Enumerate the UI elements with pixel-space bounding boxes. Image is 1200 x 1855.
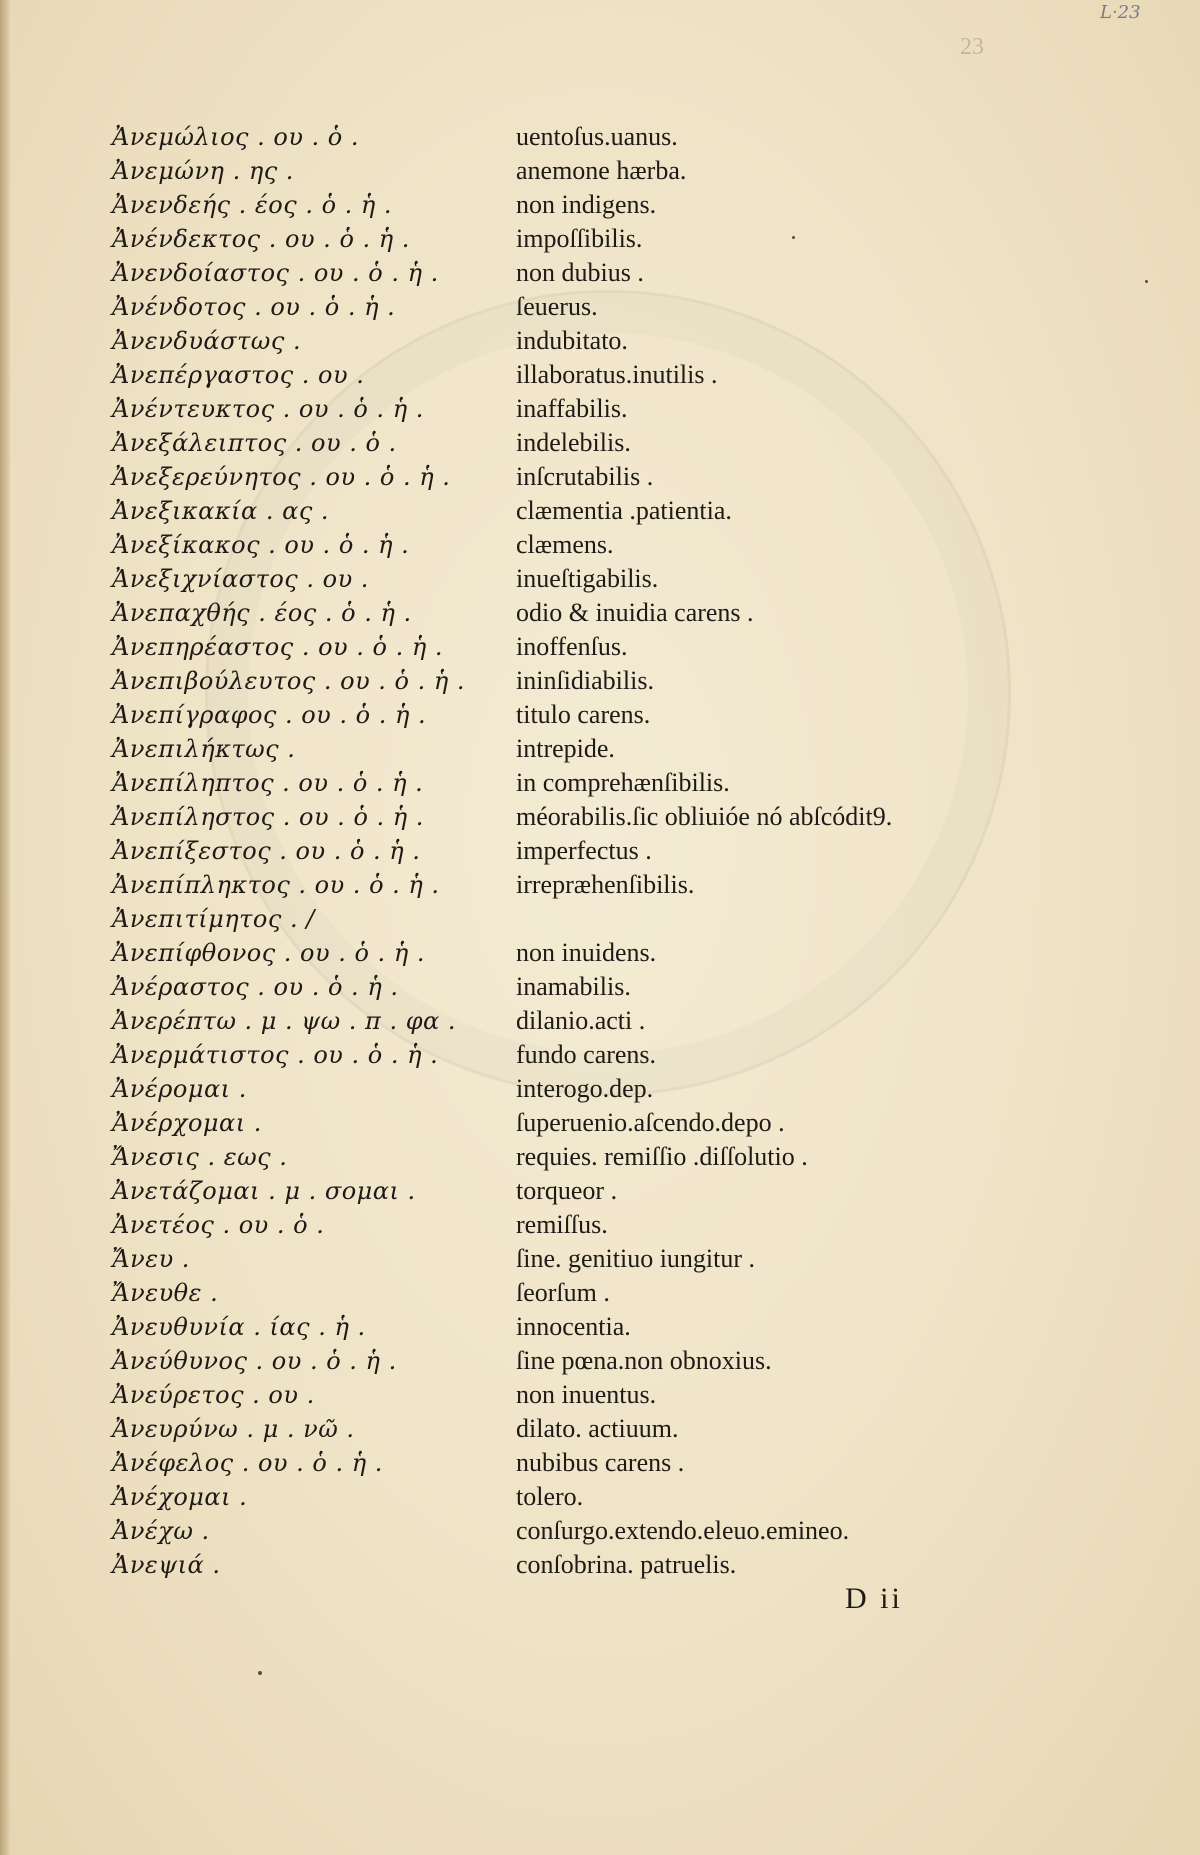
lexicon-entry: [112, 596, 1112, 630]
ink-speck: [1145, 280, 1148, 283]
lexicon-entry: [112, 1480, 1112, 1514]
greek-headword: Ἀνεπαχθής . έος . ὁ . ἡ .: [112, 599, 412, 627]
ink-speck: [792, 236, 795, 239]
latin-gloss: inamabilis.: [516, 972, 631, 1001]
greek-headword: Ἀνεξικακία . ας .: [112, 497, 330, 525]
latin-gloss: requies. remiſſio .diſſolutio .: [516, 1142, 808, 1171]
lexicon-entry: [112, 1378, 1112, 1412]
lexicon-entry: [112, 1344, 1112, 1378]
lexicon-entry: [112, 1276, 1112, 1310]
greek-headword: Ἀνευθυνία . ίας . ἡ .: [112, 1313, 366, 1341]
folio-number-stamp: 23: [960, 34, 984, 60]
greek-headword: Ἀνεμώνη . ης .: [112, 157, 294, 185]
latin-gloss: ſuperuenio.aſcendo.depo .: [516, 1108, 785, 1137]
lexicon-entry: [112, 902, 1112, 936]
greek-headword: Ἀνενδεής . έος . ὁ . ἡ .: [112, 191, 393, 219]
greek-headword: Ἀνερέπτω . μ . ψω . π . φα .: [112, 1007, 456, 1035]
page-edge-shadow: [0, 0, 10, 1855]
greek-headword: Ἀνέρχομαι .: [112, 1109, 262, 1137]
latin-gloss: ſeorſum .: [516, 1278, 610, 1307]
greek-headword: Ἀνενδοίαστος . ου . ὁ . ἡ .: [112, 259, 439, 287]
greek-headword: Ἀνερμάτιστος . ου . ὁ . ἡ .: [112, 1041, 439, 1069]
latin-gloss: ſine pœna.non obnoxius.: [516, 1346, 772, 1375]
greek-headword: Ἀνεπίγραφος . ου . ὁ . ἡ .: [112, 701, 427, 729]
latin-gloss: inueſtigabilis.: [516, 564, 659, 593]
lexicon-entry: [112, 1004, 1112, 1038]
greek-headword: Ἀνέραστος . ου . ὁ . ἡ .: [112, 973, 399, 1001]
greek-headword: Ἀνέχω .: [112, 1517, 210, 1545]
latin-gloss: ininſidiabilis.: [516, 666, 654, 695]
lexicon-entry: [112, 222, 1112, 256]
lexicon-entry: [112, 358, 1112, 392]
ink-speck: [258, 1671, 262, 1675]
lexicon-entry: [112, 188, 1112, 222]
greek-headword: Ἀνένδεκτος . ου . ὁ . ἡ .: [112, 225, 410, 253]
latin-gloss: dilanio.acti .: [516, 1006, 646, 1035]
latin-gloss: titulo carens.: [516, 700, 651, 729]
lexicon-entry: [112, 698, 1112, 732]
lexicon-entry: [112, 1038, 1112, 1072]
latin-gloss: non indigens.: [516, 190, 657, 219]
greek-headword: Ἀνέντευκτος . ου . ὁ . ἡ .: [112, 395, 424, 423]
greek-headword: Ἀνένδοτος . ου . ὁ . ἡ .: [112, 293, 396, 321]
latin-gloss: non inuentus.: [516, 1380, 657, 1409]
lexicon-entry: [112, 494, 1112, 528]
greek-headword: Ἀνεμώλιος . ου . ὁ .: [112, 123, 359, 151]
latin-gloss: méorabilis.ſic obliuióe nó abſcódit9.: [516, 802, 893, 831]
lexicon-entry: [112, 256, 1112, 290]
greek-headword: Ἀνεύρετος . ου .: [112, 1381, 315, 1409]
greek-headword: Ἄνευθε .: [112, 1279, 219, 1307]
greek-headword: Ἄνεσις . εως .: [112, 1143, 288, 1171]
greek-headword: Ἀνεύθυνος . ου . ὁ . ἡ .: [112, 1347, 397, 1375]
latin-gloss: impoſſibilis.: [516, 224, 643, 253]
greek-headword: Ἀνεπίληστος . ου . ὁ . ἡ .: [112, 803, 424, 831]
greek-headword: Ἀνεξίκακος . ου . ὁ . ἡ .: [112, 531, 410, 559]
latin-gloss: indubitato.: [516, 326, 628, 355]
greek-headword: Ἀνεπίπληκτος . ου . ὁ . ἡ .: [112, 871, 440, 899]
greek-headword: Ἄνευ .: [112, 1245, 190, 1273]
lexicon-entry: [112, 1106, 1112, 1140]
latin-gloss: fundo carens.: [516, 1040, 657, 1069]
lexicon-entry: [112, 460, 1112, 494]
latin-gloss: ſine. genitiuo iungitur .: [516, 1244, 756, 1273]
greek-headword: Ἀνεξερεύνητος . ου . ὁ . ἡ .: [112, 463, 451, 491]
lexicon-entry: [112, 528, 1112, 562]
lexicon-entry: [112, 1514, 1112, 1548]
lexicon-entry: [112, 766, 1112, 800]
lexicon-entry-list: [112, 120, 1112, 1582]
lexicon-entry: [112, 120, 1112, 154]
lexicon-entry: [112, 290, 1112, 324]
greek-headword: Ἀνεπίφθονος . ου . ὁ . ἡ .: [112, 939, 425, 967]
latin-gloss: illaboratus.inutilis .: [516, 360, 718, 389]
lexicon-entry: [112, 630, 1112, 664]
lexicon-entry: [112, 868, 1112, 902]
greek-headword: Ἀνευρύνω . μ . νῶ .: [112, 1415, 355, 1443]
latin-gloss: interogo.dep.: [516, 1074, 654, 1103]
latin-gloss: remiſſus.: [516, 1210, 608, 1239]
lexicon-entry: [112, 936, 1112, 970]
latin-gloss: ſeuerus.: [516, 292, 598, 321]
latin-gloss: clæmens.: [516, 530, 614, 559]
lexicon-entry: [112, 1310, 1112, 1344]
lexicon-entry: [112, 1140, 1112, 1174]
latin-gloss: indelebilis.: [516, 428, 631, 457]
latin-gloss: tolero.: [516, 1482, 584, 1511]
lexicon-entry: [112, 1548, 1112, 1582]
latin-gloss: clæmentia .patientia.: [516, 496, 732, 525]
greek-headword: Ἀνεψιά .: [112, 1551, 221, 1579]
greek-headword: Ἀνεπέργαστος . ου .: [112, 361, 365, 389]
quire-signature: D ii: [845, 1582, 903, 1615]
latin-gloss: innocentia.: [516, 1312, 631, 1341]
lexicon-entry: [112, 1412, 1112, 1446]
latin-gloss: non inuidens.: [516, 938, 657, 967]
greek-headword: Ἀνέρομαι .: [112, 1075, 247, 1103]
lexicon-entry: [112, 426, 1112, 460]
latin-gloss: intrepide.: [516, 734, 615, 763]
greek-headword: Ἀνενδυάστως .: [112, 327, 302, 355]
lexicon-entry: [112, 154, 1112, 188]
latin-gloss: nubibus carens .: [516, 1448, 685, 1477]
latin-gloss: odio & inuidia carens .: [516, 598, 754, 627]
greek-headword: Ἀνεπηρέαστος . ου . ὁ . ἡ .: [112, 633, 443, 661]
lexicon-entry: [112, 970, 1112, 1004]
latin-gloss: in comprehænſibilis.: [516, 768, 730, 797]
lexicon-entry: [112, 1208, 1112, 1242]
greek-headword: Ἀνεξιχνίαστος . ου .: [112, 565, 369, 593]
lexicon-entry: [112, 324, 1112, 358]
greek-headword: Ἀνέχομαι .: [112, 1483, 248, 1511]
latin-gloss: inoffenſus.: [516, 632, 628, 661]
lexicon-entry: [112, 1174, 1112, 1208]
latin-gloss: anemone hærba.: [516, 156, 687, 185]
latin-gloss: conſurgo.extendo.eleuo.emineo.: [516, 1516, 850, 1545]
lexicon-entry: [112, 732, 1112, 766]
latin-gloss: inaffabilis.: [516, 394, 628, 423]
greek-headword: Ἀνέφελος . ου . ὁ . ἡ .: [112, 1449, 383, 1477]
latin-gloss: torqueor .: [516, 1176, 618, 1205]
latin-gloss: non dubius .: [516, 258, 644, 287]
lexicon-entry: [112, 1242, 1112, 1276]
latin-gloss: uentoſus.uanus.: [516, 122, 678, 151]
latin-gloss: imperfectus .: [516, 836, 652, 865]
lexicon-entry: [112, 1072, 1112, 1106]
latin-gloss: conſobrina. patruelis.: [516, 1550, 737, 1579]
latin-gloss: dilato. actiuum.: [516, 1414, 679, 1443]
lexicon-entry: [112, 562, 1112, 596]
lexicon-entry: [112, 1446, 1112, 1480]
greek-headword: Ἀνεπιβούλευτος . ου . ὁ . ἡ .: [112, 667, 466, 695]
greek-headword: Ἀνεπιλήκτως .: [112, 735, 296, 763]
greek-headword: Ἀνεπιτίμητος . /: [112, 905, 315, 933]
greek-headword: Ἀνεπίξεστος . ου . ὁ . ἡ .: [112, 837, 421, 865]
handwritten-folio-mark: L·23: [1100, 2, 1141, 23]
greek-headword: Ἀνετέος . ου . ὁ .: [112, 1211, 325, 1239]
lexicon-entry: [112, 664, 1112, 698]
greek-headword: Ἀνεξάλειπτος . ου . ὁ .: [112, 429, 397, 457]
latin-gloss: irrepræhenſibilis.: [516, 870, 695, 899]
lexicon-entry: [112, 834, 1112, 868]
latin-gloss: inſcrutabilis .: [516, 462, 654, 491]
greek-headword: Ἀνετάζομαι . μ . σομαι .: [112, 1177, 416, 1205]
lexicon-entry: [112, 392, 1112, 426]
greek-headword: Ἀνεπίληπτος . ου . ὁ . ἡ .: [112, 769, 424, 797]
lexicon-entry: [112, 800, 1112, 834]
